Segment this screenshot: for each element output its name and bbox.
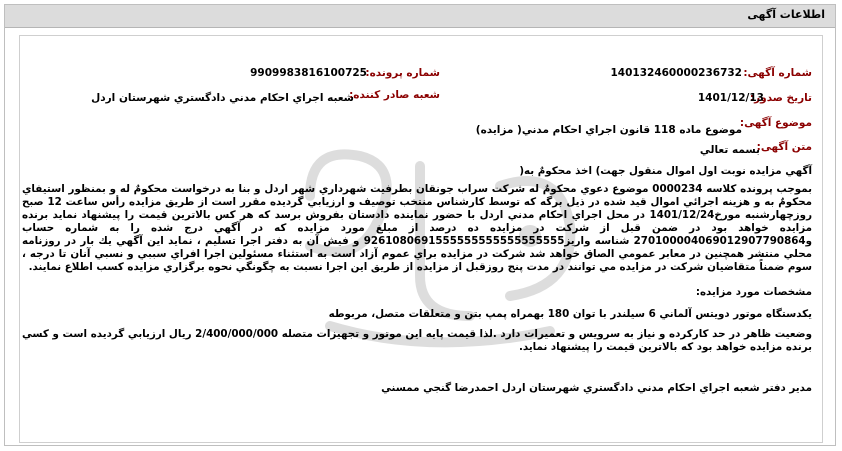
auction-item-heading: مشخصات مورد مزايده: (695, 286, 812, 298)
notice-number-label: شماره آگهی: (743, 67, 812, 79)
issuing-branch-label: شعبه صادر کننده: (349, 89, 440, 101)
case-number-value: 9909983816100725 (250, 67, 367, 79)
signature-line: مدير دفتر شعبه اجراي احكام مدني دادگستري شهرستان اردل احمدرضا گنجي ممسني (381, 382, 812, 394)
subject-value: موضوع ماده 118 قانون اجراي احكام مدني( مزايده) (475, 124, 742, 136)
issue-date-label: تاریخ صدور: (749, 92, 812, 104)
case-number-label: شماره پرونده: (365, 67, 440, 79)
item-valuation-text: وضعيت ظاهر در حد كاركرده و نياز به سرويس و تعميرات دارد .لذا قيمت پايه اين موتور و تجهيزات متصله 2/400/000/000 ريال ارزيابي گرديده است و كسي برنده مزايده خواهد بود كه بالاترين قيمت را پيشنهاد نمايد. (22, 328, 812, 353)
panel-title: اطلاعات آگهی (747, 8, 825, 21)
notice-body-paragraph: بموجب پرونده كلاسه 0000234 موضوع دعوي محكومٌ له شركت سراب جونقان بطرفيت شهرداري شهر اردل و بنا به درخواست محكومٌ له و بمنظور استيفاي محكومٌ به و هزينه اجرائي اموال قيد شده در ذيل برگه كه توسط كارشناس منتخب توصيف و ارزيابي گرديده مقرر است از طريق مزايده رأس ساعت 12 صبح روزچهارشنبه مورخ1401/12/24 در محل اجراي احكام مدني اردل با حضور نماينده دادستان بفروش برسد كه هر كس بالاترين قيمت را پيشنهاد نمايد برنده مزايده خواهد بود در ضمن قبل از شركت در مزايده ده درصد از مبلغ مورد مزايده كه در آگهي درج شده را به شماره حساب و270100004069012907790864 شناسه واريز9261080691555555555555555555 و فيش آن به دفتر اجرا تسليم ، نمايد اين آگهي يك بار در روزنامه محلي منتشر همچنين در معابر عمومي الصاق خواهد شد شركت در مزايده براي عموم آزاد است به استثناء مسئولين اجرا افراي سببي و نسبي آنان تا درجه ، سوم ضمناً متقاضيان شركت در مزايده مي توانند در مدت پنج روزقبل از مزايده از طريق اين اجرا نسبت به چگونگي نحوه برگزاري مزايده كسب اطلاع نمايند. (22, 183, 813, 273)
body-label: متن آگهی: (756, 141, 812, 153)
issuing-branch-value: شعبه اجراي احكام مدني دادگستري شهرستان اردل (91, 92, 354, 104)
notice-panel (4, 4, 836, 446)
auction-item-description: يكدستگاه موتور دويتس آلماني 6 سيلندر با توان 180 بهمراه پمپ بتن و متعلقات متصل، مربوطه (328, 308, 812, 320)
subject-label: موضوع آگهی: (739, 117, 812, 129)
notice-heading: آگهي مزايده نوبت اول اموال منقول جهت) اخذ محكومٌ به( (519, 165, 812, 177)
notice-number-value: 140132460000236732 (610, 67, 742, 79)
basmala: بسمه تعالي (699, 144, 760, 156)
issue-date-value: 1401/12/13 (697, 92, 764, 104)
notice-content (19, 35, 823, 443)
panel-header (5, 5, 835, 28)
